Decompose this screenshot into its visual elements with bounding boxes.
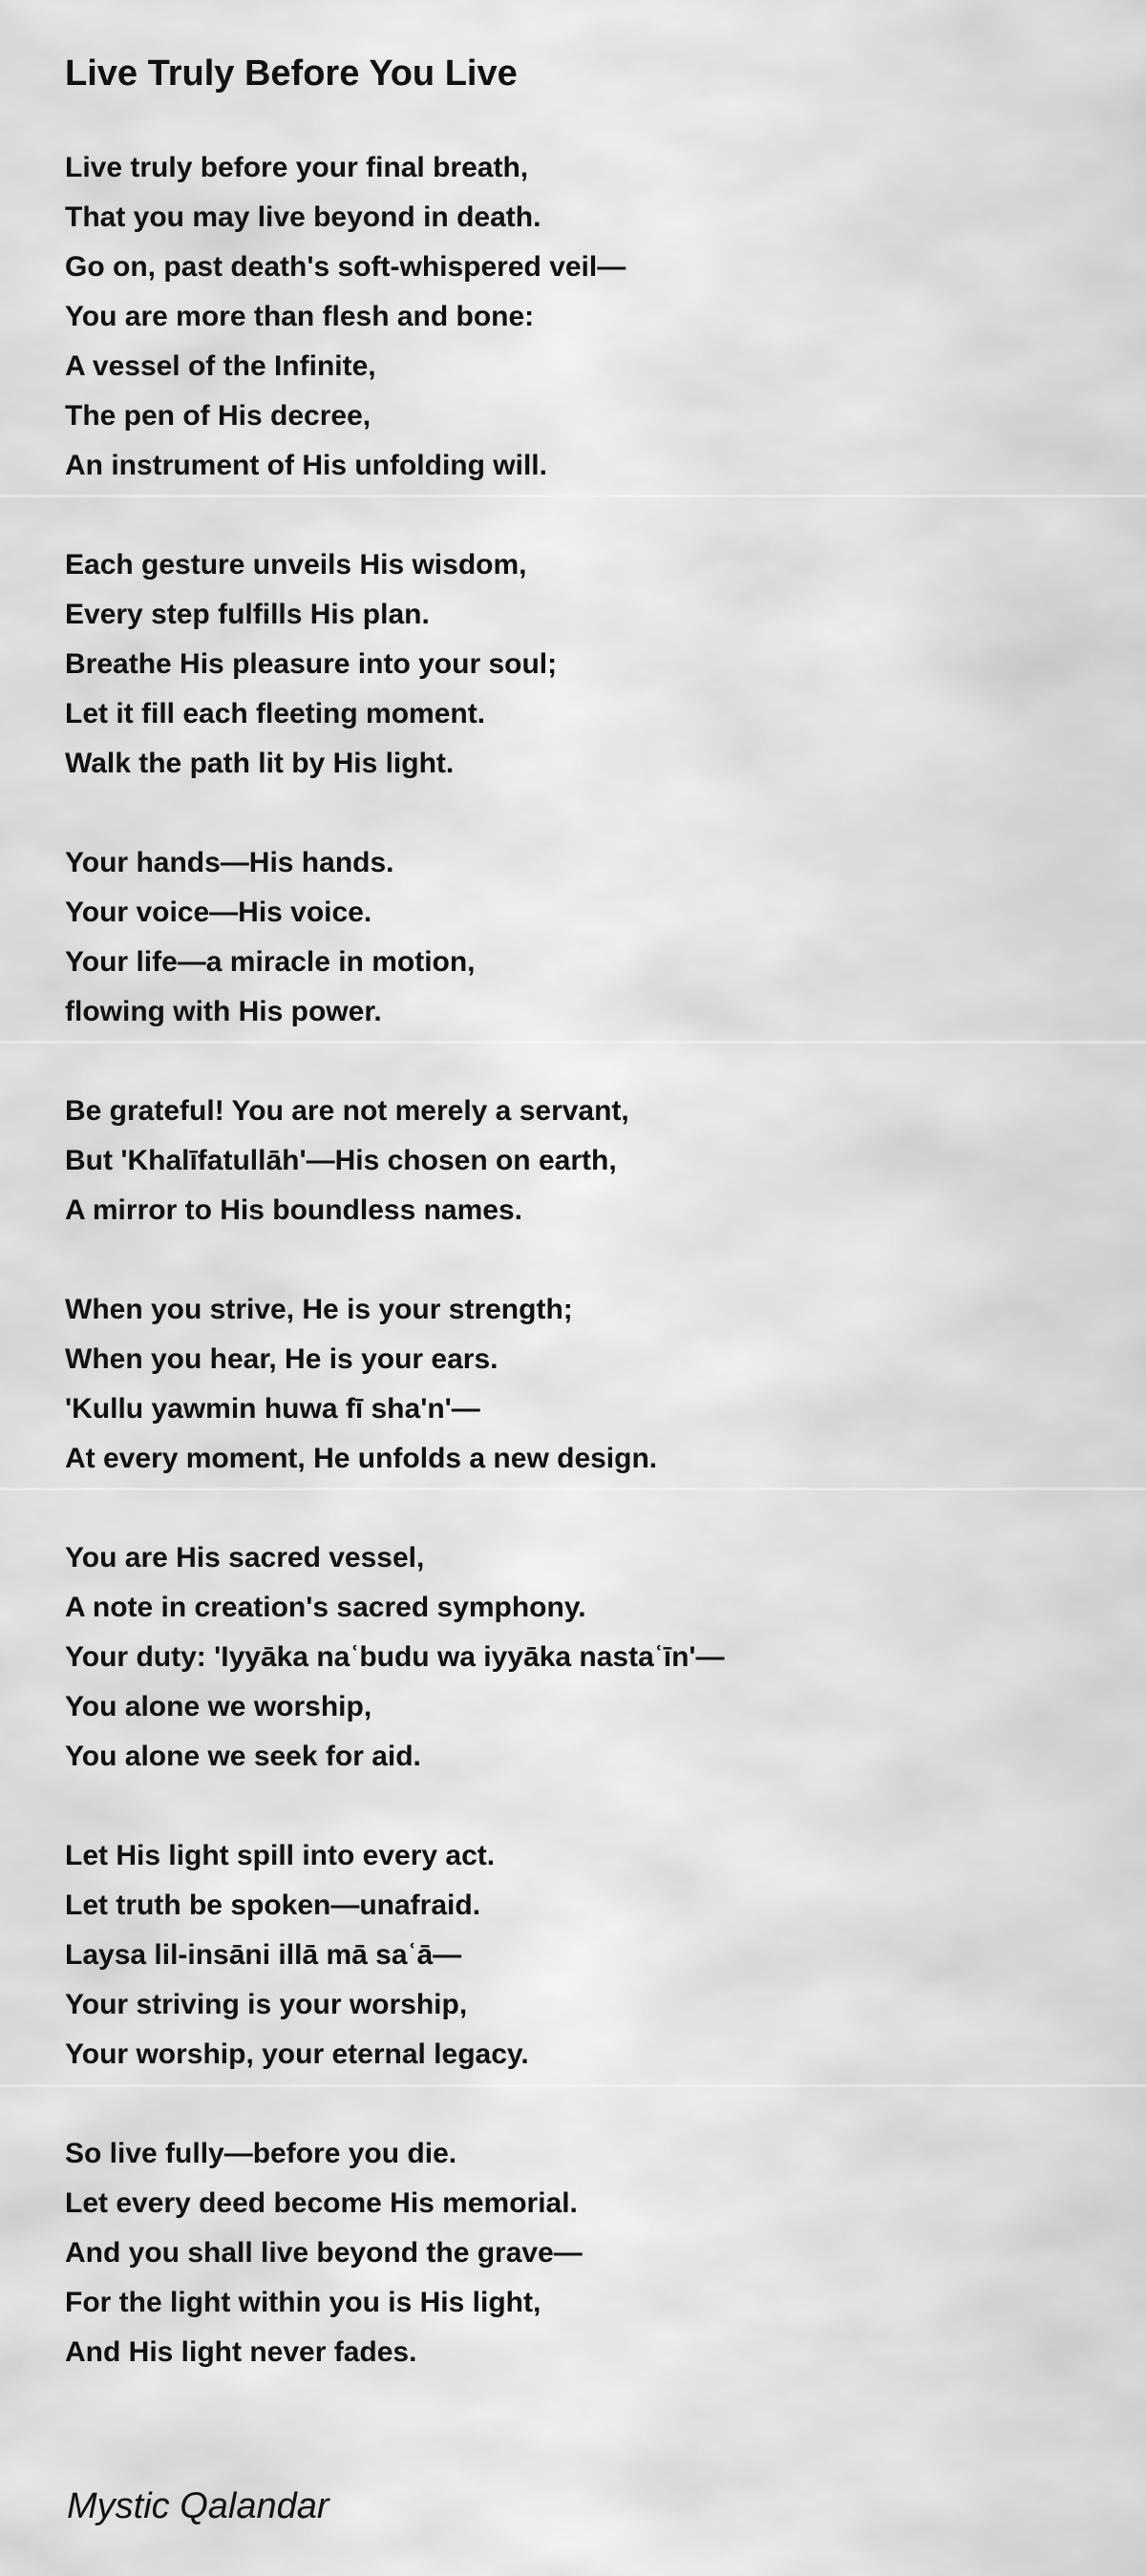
poem-title: Live Truly Before You Live bbox=[65, 53, 518, 94]
stanza-gap bbox=[65, 1037, 1096, 1087]
stanza-gap bbox=[65, 1235, 1096, 1285]
poem-stanza bbox=[65, 1533, 1096, 1782]
poem-line: Laysa lil-insāni illā mā saʿā— bbox=[65, 1939, 462, 1971]
poem-line: Your life—a miracle in motion, bbox=[65, 946, 476, 978]
poem-stanza bbox=[65, 1285, 1096, 1484]
poem-line: Every step fulfills His plan. bbox=[65, 599, 430, 630]
poem-line: So live fully—before you die. bbox=[65, 2138, 457, 2169]
stanza-gap bbox=[65, 491, 1096, 540]
stanza-gap bbox=[65, 2080, 1096, 2129]
poem-body bbox=[65, 143, 1096, 2377]
poem-line: And His light never fades. bbox=[65, 2336, 417, 2368]
poem-stanza bbox=[65, 540, 1096, 789]
poem-line: Each gesture unveils His wisdom, bbox=[65, 549, 527, 581]
poem-line: Your voice—His voice. bbox=[65, 897, 372, 928]
poem-line: But 'Khalīfatullāh'—His chosen on earth, bbox=[65, 1145, 617, 1176]
poem-stanza bbox=[65, 1087, 1096, 1235]
poem-line: Your duty: 'Iyyāka naʿbudu wa iyyāka nastaʿīn'— bbox=[65, 1641, 725, 1673]
stanza-gap bbox=[65, 1484, 1096, 1533]
poem-line: You alone we seek for aid. bbox=[65, 1741, 421, 1772]
stanza-gap bbox=[65, 1782, 1096, 1831]
stanza-gap bbox=[65, 789, 1096, 838]
poem-stanza bbox=[65, 2129, 1096, 2377]
poem-line: Go on, past death's soft-whispered veil— bbox=[65, 251, 626, 283]
poem-line: You are more than flesh and bone: bbox=[65, 301, 535, 332]
poem-line: When you strive, He is your strength; bbox=[65, 1294, 573, 1325]
poem-line: Walk the path lit by His light. bbox=[65, 748, 455, 779]
poem-line: Your striving is your worship, bbox=[65, 1989, 468, 2020]
poem-line: Let it fill each fleeting moment. bbox=[65, 698, 486, 729]
poem-stanza bbox=[65, 1831, 1096, 2080]
poem-line: Let His light spill into every act. bbox=[65, 1840, 496, 1871]
poem-line: A vessel of the Infinite, bbox=[65, 350, 376, 382]
poem-stanza bbox=[65, 838, 1096, 1037]
poem-line: Live truly before your final breath, bbox=[65, 152, 529, 183]
poem-line: You are His sacred vessel, bbox=[65, 1542, 425, 1573]
poem-line: An instrument of His unfolding will. bbox=[65, 450, 547, 481]
poem-line: Breathe His pleasure into your soul; bbox=[65, 648, 558, 680]
poem-line: 'Kullu yawmin huwa fī sha'n'— bbox=[65, 1393, 480, 1425]
poem-line: A mirror to His boundless names. bbox=[65, 1194, 522, 1226]
poem-line: And you shall live beyond the grave— bbox=[65, 2237, 583, 2269]
poem-line: Be grateful! You are not merely a servant, bbox=[65, 1095, 629, 1127]
poem-line: The pen of His decree, bbox=[65, 400, 371, 432]
poem-author: Mystic Qalandar bbox=[67, 2486, 329, 2526]
poem-line: Your hands—His hands. bbox=[65, 847, 394, 878]
poem-line: You alone we worship, bbox=[65, 1691, 372, 1722]
poem-line: When you hear, He is your ears. bbox=[65, 1343, 499, 1375]
poem-line: Your worship, your eternal legacy. bbox=[65, 2038, 529, 2070]
poem-line: A note in creation's sacred symphony. bbox=[65, 1592, 586, 1623]
poem-line: flowing with His power. bbox=[65, 996, 382, 1027]
poem-line: Let every deed become His memorial. bbox=[65, 2187, 578, 2219]
poem-stanza bbox=[65, 143, 1096, 491]
poem-line: Let truth be spoken—unafraid. bbox=[65, 1890, 481, 1921]
poem-line: That you may live beyond in death. bbox=[65, 201, 541, 233]
poem-line: At every moment, He unfolds a new design. bbox=[65, 1443, 658, 1474]
poem-line: For the light within you is His light, bbox=[65, 2287, 541, 2318]
